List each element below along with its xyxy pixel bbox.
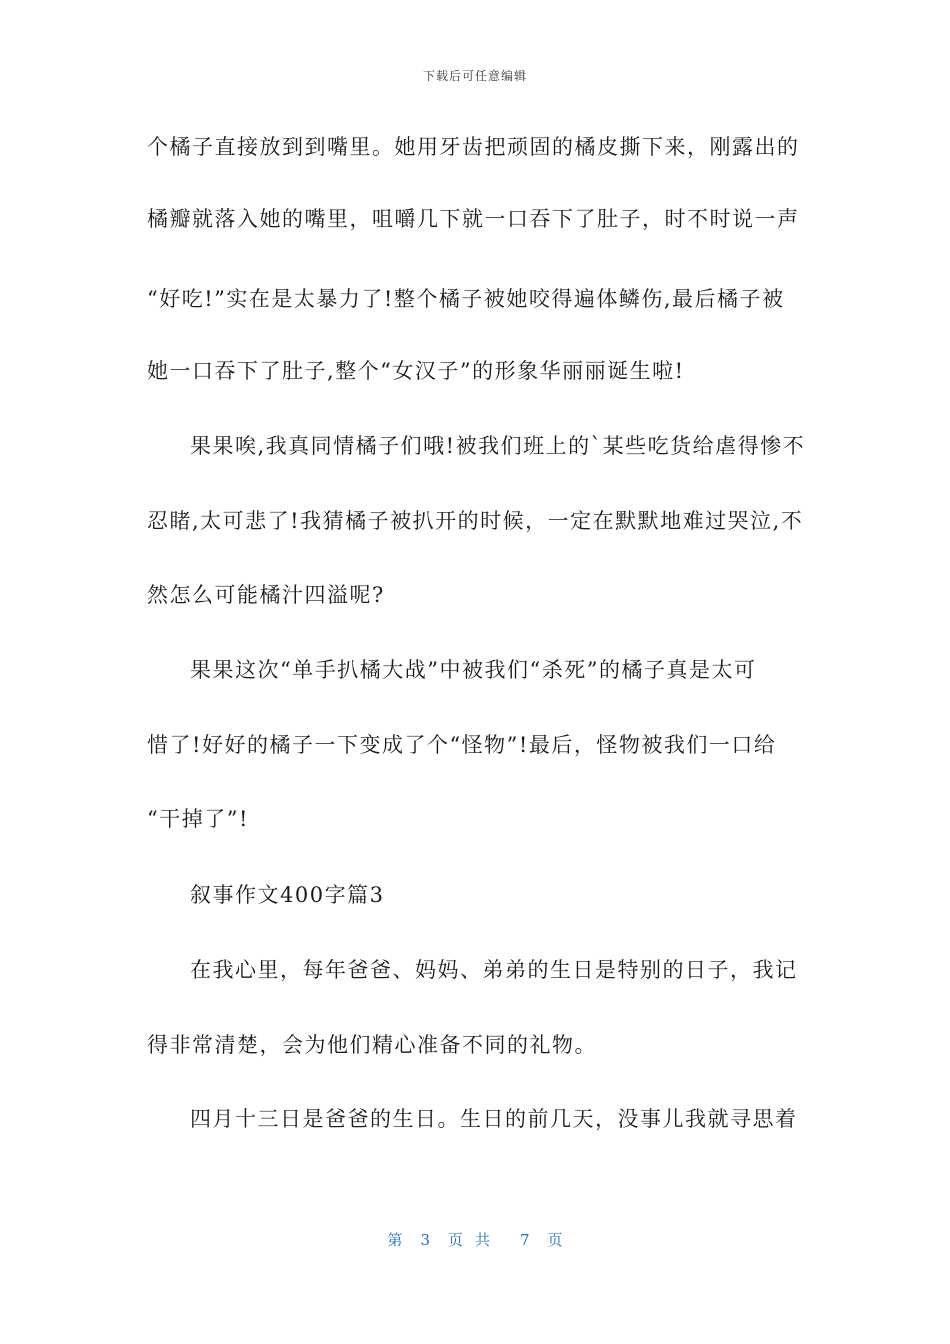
body-line-5: 果果唉,我真同情橘子们哦!被我们班上的`某些吃货给虐得惨不 <box>190 434 806 458</box>
body-line-8: 果果这次“单手扒橘大战”中被我们“杀死”的橘子真是太可 <box>190 658 757 682</box>
footer-prefix: 第 <box>387 1231 403 1249</box>
body-line-1: 个橘子直接放到到嘴里。她用牙齿把顽固的橘皮撕下来，刚露出的 <box>147 135 800 159</box>
page-footer <box>0 1229 950 1250</box>
page-header: 下载后可任意编辑 <box>422 69 527 83</box>
body-line-12: 在我心里，每年爸爸、妈妈、弟弟的生日是特别的日子，我记 <box>190 958 798 982</box>
footer-current-page: 3 <box>420 1231 430 1249</box>
body-line-4: 她一口吞下了肚子,整个“女汉子”的形象华丽丽诞生啦! <box>147 359 685 383</box>
body-line-14: 四月十三日是爸爸的生日。生日的前几天，没事儿我就寻思着 <box>190 1107 798 1131</box>
footer-suffix: 页 <box>547 1231 563 1249</box>
body-line-7: 然怎么可能橘汁四溢呢? <box>147 583 385 607</box>
footer-middle: 页共 <box>447 1231 502 1249</box>
body-line-10: “干掉了”! <box>147 807 249 831</box>
body-line-9: 惜了!好好的橘子一下变成了个“怪物”!最后，怪物被我们一口给 <box>147 733 777 757</box>
footer-total-pages: 7 <box>520 1231 530 1249</box>
body-line-6: 忍睹,太可悲了!我猜橘子被扒开的时候，一定在默默地难过哭泣,不 <box>147 509 804 533</box>
body-line-3: “好吃!”实在是太暴力了!整个橘子被她咬得遍体鳞伤,最后橘子被 <box>147 287 785 311</box>
body-line-2: 橘瓣就落入她的嘴里，咀嚼几下就一口吞下了肚子，时不时说一声 <box>147 207 800 231</box>
body-line-13: 得非常清楚，会为他们精心准备不同的礼物。 <box>147 1033 597 1057</box>
section-heading: 叙事作文400字篇3 <box>190 883 385 907</box>
